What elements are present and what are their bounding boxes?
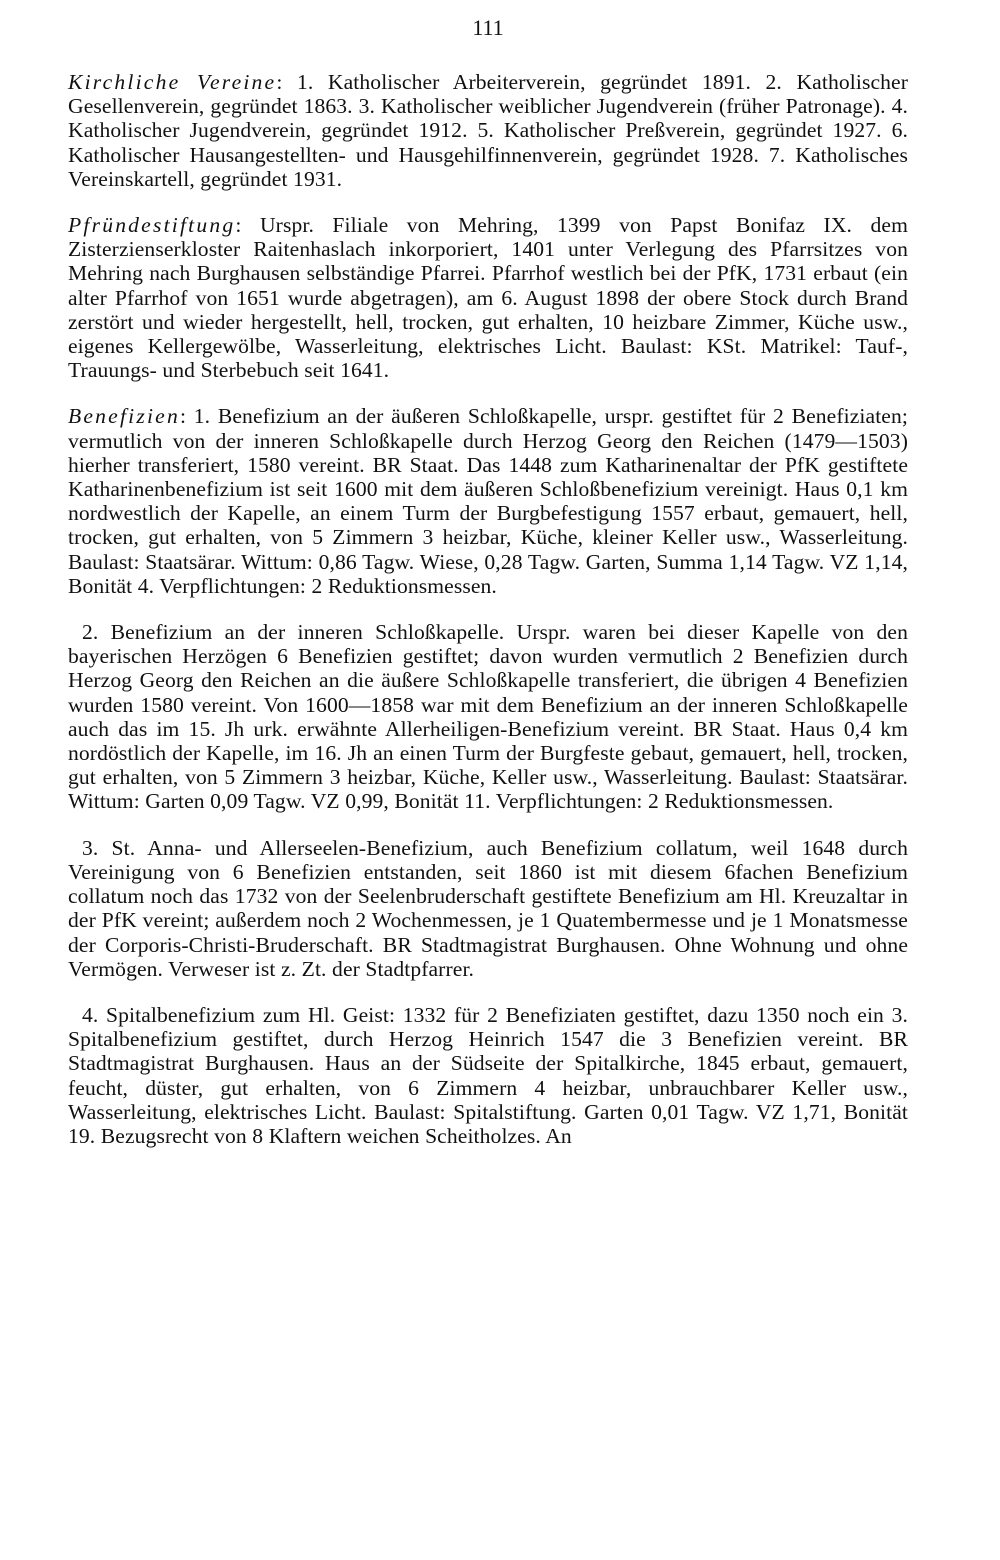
section-text: : 1. Katholischer Arbeiterverein, gegründet 1891. 2. Katholischer Gesellenverein, gegründet 1863. 3. Katholischer weiblicher Jugendverein (früher Patronage). 4. Katholischer Jugendverein, gegründet 1912. 5. Katholischer Preßverein, gegründet 1927. 6. Katholischer Hausangestellten- und Hausgehilfinnenverein, gegründet 1928. 7. Katholisches Vereinskartell, gegründet 1931. [68, 70, 908, 191]
section-text: : Urspr. Filiale von Mehring, 1399 von Papst Bonifaz IX. dem Zisterzienserkloster Raitenhaslach inkorporiert, 1401 unter Verlegung des Pfarrsitzes von Mehring nach Burghausen selbständige Pfarrei. Pfarrhof westlich bei der PfK, 1731 erbaut (ein alter Pfarrhof von 1651 wurde abgetragen), am 6. August 1898 der obere Stock durch Brand zerstört und wieder hergestellt, hell, trocken, gut erhalten, 10 heizbare Zimmer, Küche usw., eigenes Kellergewölbe, Wasserleitung, elektrisches Licht. Baulast: KSt. Matrikel: Tauf-, Trauungs- und Sterbebuch seit 1641. [68, 213, 908, 383]
section-heading: Pfründestiftung [68, 213, 236, 238]
paragraph-benefizium-2: 2. Benefizium an der inneren Schloßkapelle. Urspr. waren bei dieser Kapelle von den bayerischen Herzögen 6 Benefizien gestiftet; davon wurden vermutlich 2 Benefizien durch Herzog Georg den Reichen an die äußere Schloßkapelle transferiert, die übrigen 4 Benefizien wurden 1580 vereint. Von 1600—1858 war mit dem Benefizium an der inneren Schloßkapelle auch das im 15. Jh urk. erwähnte Allerheiligen-Benefizium vereint. BR Staat. Haus 0,4 km nordöstlich der Kapelle, im 16. Jh an einen Turm der Burgfeste gebaut, gemauert, hell, trocken, gut erhalten, von 5 Zimmern 3 heizbar, Küche, Keller usw., Wasserleitung. Baulast: Staatsärar. Wittum: Garten 0,09 Tagw. VZ 0,99, Bonität 11. Verpflichtungen: 2 Reduktionsmessen. [68, 620, 908, 814]
section-benefizien [68, 404, 908, 598]
paragraph-benefizium-3: 3. St. Anna- und Allerseelen-Benefizium, auch Benefizium collatum, weil 1648 durch Vereinigung von 6 Benefizien entstanden, seit 1860 ist mit diesem 6fachen Benefizium collatum noch das 1732 von der Seelenbruderschaft gestiftete Benefizium am Hl. Kreuzaltar in der PfK vereint; außerdem noch 2 Wochenmessen, je 1 Quatembermesse und je 1 Monatsmesse der Corporis-Christi-Bruderschaft. BR Stadtmagistrat Burghausen. Ohne Wohnung und ohne Vermögen. Verweser ist z. Zt. der Stadtpfarrer. [68, 835, 908, 981]
paragraph-benefizium-4: 4. Spitalbenefizium zum Hl. Geist: 1332 für 2 Benefiziaten gestiftet, dazu 1350 noch ein 3. Spitalbenefizium gestiftet, durch Herzog Heinrich 1547 die 3 Benefizien vereint. BR Stadtmagistrat Burghausen. Haus an der Südseite der Spitalkirche, 1845 erbaut, gemauert, feucht, düster, gut erhalten, von 6 Zimmern 4 heizbar, unbrauchbarer Keller usw., Wasserleitung, elektrisches Licht. Baulast: Spitalstiftung. Garten 0,01 Tagw. VZ 1,71, Bonität 19. Bezugsrecht von 8 Klaftern weichen Scheitholzes. An [68, 1002, 908, 1148]
section-heading: Benefizien [68, 404, 180, 429]
section-pfruendestiftung [68, 213, 908, 382]
section-kirchliche-vereine [68, 70, 908, 191]
section-heading: Kirchliche Vereine [68, 70, 277, 94]
section-text: : 1. Benefizium an der äußeren Schloßkapelle, urspr. gestiftet für 2 Benefiziaten; vermutlich von der inneren Schloßkapelle durch Herzog Georg den Reichen (1479—1503) hierher transferiert, 1580 vereint. BR Staat. Das 1448 zum Katharinenaltar der PfK gestiftete Katharinenbenefizium ist seit 1600 mit dem äußeren Schloßbenefizium vereinigt. Haus 0,1 km nordwestlich der Kapelle, an einem Turm der Burgbefestigung 1557 erbaut, gemauert, hell, trocken, gut erhalten, von 5 Zimmern 3 heizbar, Küche, kleiner Keller usw., Wasserleitung. Baulast: Staatsärar. Wittum: 0,86 Tagw. Wiese, 0,28 Tagw. Garten, Summa 1,14 Tagw. VZ 1,14, Bonität 4. Verpflichtungen: 2 Reduktionsmessen. [68, 404, 908, 598]
page-number: 111 [472, 15, 504, 40]
